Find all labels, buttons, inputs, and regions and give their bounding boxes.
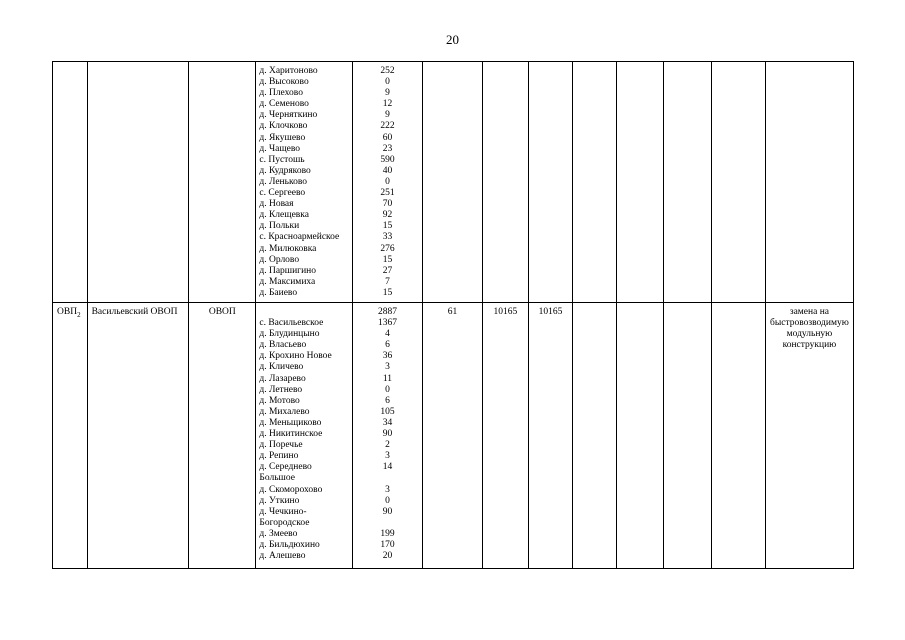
table-cell	[572, 62, 616, 303]
settlement-population: 34	[382, 417, 393, 428]
settlement-population: 12	[382, 99, 393, 110]
settlement-population: 0	[385, 77, 390, 88]
settlement-name: Большое	[259, 473, 295, 484]
settlement-name: д. Блудинцыно	[259, 329, 320, 340]
settlement-population: 590	[380, 154, 395, 165]
table-cell	[423, 303, 483, 569]
code-cell	[53, 62, 88, 303]
settlement-population: 14	[382, 462, 393, 473]
table-cell	[712, 62, 765, 303]
settlement-name-list	[259, 307, 351, 562]
settlement-name: д. Милюковка	[259, 243, 317, 254]
table-cell	[664, 62, 712, 303]
settlement-population	[353, 473, 422, 484]
settlements-cell	[256, 62, 352, 303]
settlement-name: д. Новая	[259, 199, 294, 210]
settlement-population: 3	[385, 362, 390, 373]
settlement-name: д. Репино	[259, 451, 299, 462]
settlement-population: 40	[382, 165, 393, 176]
settlement-name	[259, 307, 351, 318]
note-text: замена на быстровозводимую модульную конструкцию	[770, 307, 849, 350]
settlement-name: д. Максимиха	[259, 276, 316, 287]
table-cell	[617, 303, 664, 569]
settlement-population: 2	[385, 440, 390, 451]
settlement-population: 199	[380, 528, 395, 539]
settlement-population: 105	[380, 406, 395, 417]
settlement-name: д. Черняткино	[259, 110, 318, 121]
settlement-name: д. Никитинское	[259, 429, 323, 440]
note-cell	[765, 303, 853, 569]
table-cell	[664, 303, 712, 569]
settlement-population-list	[353, 66, 422, 299]
settlement-name: д. Высоково	[259, 77, 309, 88]
settlement-name: д. Харитоново	[259, 66, 318, 76]
settlement-population: 170	[380, 539, 395, 550]
settlement-population: 60	[382, 132, 393, 143]
settlement-name: д. Летнево	[259, 384, 303, 395]
settlement-population: 15	[382, 287, 393, 298]
settlement-name: д. Скоморохово	[259, 484, 323, 495]
note-cell	[765, 62, 853, 303]
settlement-population: 4	[385, 329, 390, 340]
settlement-population: 6	[385, 395, 390, 406]
settlement-population: 92	[382, 210, 393, 221]
settlement-population: 252	[380, 66, 395, 76]
settlement-name: д. Паршигино	[259, 265, 316, 276]
settlement-population: 33	[382, 232, 393, 243]
col7-value: 10165	[493, 307, 518, 317]
settlement-population: 20	[382, 551, 393, 562]
table-cell	[712, 303, 765, 569]
settlement-name: с. Красноармейское	[259, 232, 340, 243]
table-cell	[528, 303, 572, 569]
settlement-population: 6	[385, 340, 390, 351]
settlement-name: д. Змеево	[259, 528, 298, 539]
settlement-name-list	[259, 66, 351, 299]
settlement-name: д. Чащево	[259, 143, 301, 154]
table-cell	[572, 303, 616, 569]
settlement-name: д. Кличево	[259, 362, 304, 373]
settlement-name: Богородское	[259, 517, 310, 528]
population-cell	[352, 303, 422, 569]
settlement-population: 9	[385, 88, 390, 99]
settlement-population: 23	[382, 143, 393, 154]
settlement-population: 3	[385, 484, 390, 495]
settlements-cell	[256, 303, 352, 569]
settlement-name: д. Плехово	[259, 88, 303, 99]
settlement-name: д. Поречье	[259, 440, 303, 451]
table-row	[53, 62, 854, 303]
settlement-name: д. Польки	[259, 221, 300, 232]
settlement-name: д. Меньщиково	[259, 417, 322, 428]
settlement-name: д. Клещевка	[259, 210, 309, 221]
settlement-name: д. Лазарево	[259, 373, 306, 384]
facility-cell	[87, 303, 189, 569]
settlement-population: 90	[382, 429, 393, 440]
table-cell	[528, 62, 572, 303]
facility-code-sub: 2	[77, 310, 81, 319]
settlement-name: д. Баиево	[259, 287, 298, 298]
settlement-name: д. Власьево	[259, 340, 307, 351]
settlement-population: 15	[382, 254, 393, 265]
settlement-name: д. Крохино Новое	[259, 351, 332, 362]
type-cell	[189, 303, 256, 569]
facility-name: Васильевский ОВОП	[91, 307, 178, 317]
settlement-name: д. Середнево	[259, 462, 312, 473]
settlement-name: д. Алешево	[259, 551, 306, 562]
settlement-name: д. Кудряково	[259, 165, 311, 176]
settlement-name: д. Леньково	[259, 176, 308, 187]
settlement-population: 90	[382, 506, 393, 517]
settlement-population: 222	[380, 121, 395, 132]
settlement-population: 70	[382, 199, 393, 210]
settlement-population: 3	[385, 451, 390, 462]
code-cell	[53, 303, 88, 569]
col8-value: 10165	[538, 307, 563, 317]
population-cell	[352, 62, 422, 303]
settlement-population: 27	[382, 265, 393, 276]
settlement-name: д. Уткино	[259, 495, 300, 506]
settlement-name: д. Бильдюхино	[259, 539, 320, 550]
settlement-population: 276	[380, 243, 395, 254]
settlement-population: 36	[382, 351, 393, 362]
settlement-name: с. Васильевское	[259, 318, 324, 329]
settlement-name: д. Михалево	[259, 406, 310, 417]
settlement-population: 0	[385, 176, 390, 187]
settlement-population: 9	[385, 110, 390, 121]
page-number: 20	[446, 32, 459, 47]
facility-cell	[87, 62, 189, 303]
settlement-name: с. Пустошь	[259, 154, 305, 165]
settlement-population	[353, 518, 422, 529]
facilities-table	[52, 61, 854, 569]
settlement-population: 1367	[377, 318, 397, 329]
settlement-population: 2887	[377, 307, 397, 317]
settlement-population: 11	[382, 373, 393, 384]
settlement-name: с. Сергеево	[259, 188, 306, 199]
settlement-name: д. Клочково	[259, 121, 308, 132]
settlement-name: д. Якушево	[259, 132, 306, 143]
settlement-population: 0	[385, 495, 390, 506]
table-row	[53, 303, 854, 569]
table-cell	[423, 62, 483, 303]
settlement-population: 0	[385, 384, 390, 395]
facility-code: ОВП	[57, 307, 78, 317]
facility-type: ОВОП	[208, 307, 236, 317]
settlement-population: 7	[385, 276, 390, 287]
settlement-name: д. Семеново	[259, 99, 309, 110]
table-cell	[482, 62, 528, 303]
type-cell	[189, 62, 256, 303]
settlement-population: 15	[382, 221, 393, 232]
table-cell	[617, 62, 664, 303]
settlement-population: 251	[380, 188, 395, 199]
settlement-name: д. Чечкино-	[259, 506, 307, 517]
table-cell	[482, 303, 528, 569]
settlement-name: д. Мотово	[259, 395, 300, 406]
settlement-name: д. Орлово	[259, 254, 300, 265]
col6-value: 61	[447, 307, 458, 317]
settlement-population-list	[353, 307, 422, 562]
